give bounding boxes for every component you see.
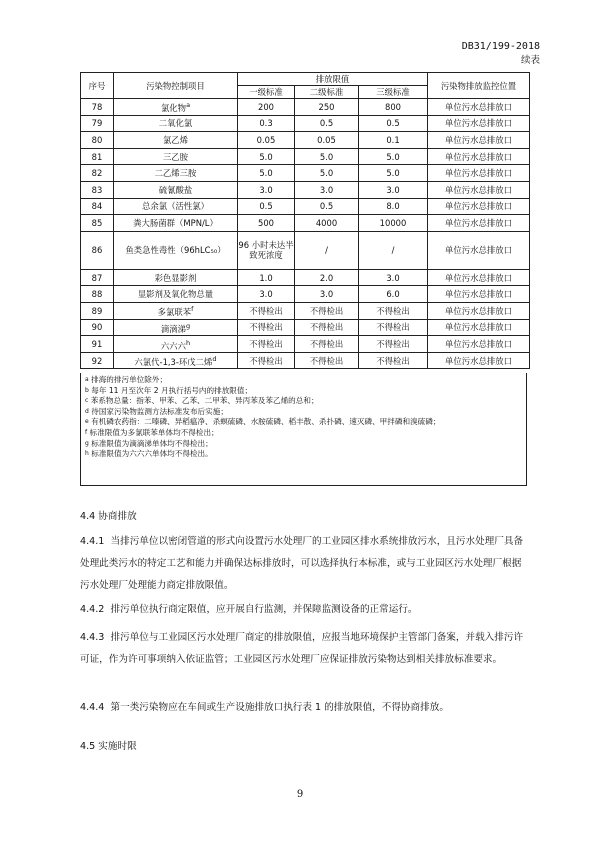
section-4-4-title: 4.4 协商排放 <box>80 511 137 522</box>
cell-item <box>114 231 238 269</box>
cell-no: 78 <box>81 99 114 116</box>
item-name: 总余氯（活性氯） <box>142 201 209 212</box>
header-grade2: 二级标准 <box>295 86 359 99</box>
cell-grade1: 不得检出 <box>238 336 295 353</box>
cell-no: 82 <box>81 165 114 182</box>
cell-grade1: 500 <box>238 215 295 232</box>
cell-location: 单位污水总排放口 <box>428 99 530 116</box>
cell-no: 79 <box>81 115 114 132</box>
cell-grade3: 3.0 <box>359 181 428 198</box>
footnote-mark: d <box>85 407 89 415</box>
footnote-text: 标准限值为滴滴涕单体均不得检出； <box>91 438 213 448</box>
cell-grade3: 不得检出 <box>359 336 428 353</box>
cell-no: 89 <box>81 302 114 319</box>
cell-location: 单位污水总排放口 <box>428 286 530 303</box>
table-row <box>81 165 530 182</box>
cell-item <box>114 115 238 132</box>
cell-grade2: 250 <box>295 99 359 116</box>
table-row <box>81 269 530 286</box>
cell-grade3: 0.5 <box>359 115 428 132</box>
item-name: 鱼类急性毒性（96hLC₅₀） <box>125 245 226 256</box>
cell-grade2: 5.0 <box>295 148 359 165</box>
cell-grade2: 不得检出 <box>295 302 359 319</box>
table-row <box>81 286 530 303</box>
table-row <box>81 336 530 353</box>
cell-item <box>114 132 238 149</box>
cell-item <box>114 215 238 232</box>
cell-location: 单位污水总排放口 <box>428 269 530 286</box>
para-text: 排污单位执行商定限值，应开展自行监测，并保障监测设备的正常运行。 <box>110 604 418 615</box>
footnote-item <box>85 439 522 450</box>
cell-grade2: 3.0 <box>295 181 359 198</box>
cell-grade1: 0.5 <box>238 198 295 215</box>
cell-grade1: 5.0 <box>238 148 295 165</box>
table-row <box>81 99 530 116</box>
table-row <box>81 198 530 215</box>
item-name: 彩色显影剂 <box>154 272 197 283</box>
item-name: 显影剂及氧化物总量 <box>137 289 214 300</box>
item-name: 多氯联苯 <box>157 307 192 318</box>
header-no: 序号 <box>81 73 114 99</box>
cell-location: 单位污水总排放口 <box>428 302 530 319</box>
cell-location: 单位污水总排放口 <box>428 319 530 336</box>
cell-no: 81 <box>81 148 114 165</box>
cell-location: 单位污水总排放口 <box>428 198 530 215</box>
footnote-mark: c <box>85 397 89 405</box>
cell-grade1: 96 小时未达半致死浓度 <box>238 231 295 269</box>
footnote-text: 每年 11 月至次年 2 月执行括号内的排放限值； <box>91 385 253 395</box>
table-row <box>81 115 530 132</box>
cell-grade3: 8.0 <box>359 198 428 215</box>
page-header <box>462 40 540 68</box>
footnote-item <box>85 428 522 439</box>
cell-item <box>114 302 238 319</box>
cell-no: 87 <box>81 269 114 286</box>
cell-no: 91 <box>81 336 114 353</box>
cell-grade1: 不得检出 <box>238 319 295 336</box>
cell-grade2: 0.5 <box>295 198 359 215</box>
header-grade3: 三级标准 <box>359 86 428 99</box>
cell-grade3: 5.0 <box>359 165 428 182</box>
header-limit-group: 排放限值 <box>238 73 428 86</box>
cell-no: 92 <box>81 352 114 369</box>
cell-grade1: 3.0 <box>238 286 295 303</box>
cell-grade2: 0.05 <box>295 132 359 149</box>
footnote-mark: h <box>85 450 89 458</box>
cell-location: 单位污水总排放口 <box>428 132 530 149</box>
cell-grade3: / <box>359 231 428 269</box>
cell-grade3: 3.0 <box>359 269 428 286</box>
table-row <box>81 319 530 336</box>
item-name: 二氧化氯 <box>158 118 193 129</box>
footnote-item <box>85 396 522 407</box>
cell-grade1: 5.0 <box>238 165 295 182</box>
cell-grade2: 不得检出 <box>295 319 359 336</box>
cell-no: 88 <box>81 286 114 303</box>
cell-location: 单位污水总排放口 <box>428 215 530 232</box>
item-footnote-mark: h <box>186 338 191 347</box>
header-grade1: 一级标准 <box>238 86 295 99</box>
cell-grade1: 1.0 <box>238 269 295 286</box>
item-footnote-mark: a <box>186 101 191 110</box>
cell-item <box>114 286 238 303</box>
section-4-5-title: 4.5 实施时限 <box>80 741 137 752</box>
para-number: 4.4.2 <box>80 604 105 615</box>
cell-grade3: 5.0 <box>359 148 428 165</box>
item-footnote-mark: g <box>185 321 191 330</box>
cell-grade2: 0.5 <box>295 115 359 132</box>
paragraph-4-4-3 <box>80 627 526 671</box>
cell-item <box>114 99 238 116</box>
cell-item <box>114 269 238 286</box>
footnote-item <box>85 407 522 418</box>
item-name: 六氯代-1,3-环戊二烯 <box>134 356 213 367</box>
footnote-text: 待国家污染物监测方法标准发布后实施； <box>91 406 228 416</box>
cell-grade1: 不得检出 <box>238 352 295 369</box>
table-row <box>81 215 530 232</box>
paragraph-4-4-1 <box>80 531 526 597</box>
header-location: 污染物排放监控位置 <box>428 73 530 99</box>
cell-grade1: 0.05 <box>238 132 295 149</box>
cell-grade2: 不得检出 <box>295 352 359 369</box>
para-text: 排污单位与工业园区污水处理厂商定的排放限值，应报当地环境保护主管部门备案，并载入排污许可证，作为许可事项纳入依证监管；工业园区污水处理厂应保证排放污染物达到相关排放标准要求。 <box>80 632 524 665</box>
cell-item <box>114 336 238 353</box>
cell-grade2: 不得检出 <box>295 336 359 353</box>
cell-item <box>114 148 238 165</box>
footnote-item <box>85 386 522 397</box>
cell-grade1: 不得检出 <box>238 302 295 319</box>
cell-grade3: 800 <box>359 99 428 116</box>
para-number: 4.4.3 <box>80 632 105 643</box>
footnote-text: 标准限值为多氯联苯单体均不得检出； <box>89 427 219 437</box>
table-row <box>81 352 530 369</box>
cell-grade3: 不得检出 <box>359 352 428 369</box>
footnote-mark: f <box>85 428 88 436</box>
footnote-item <box>85 449 522 460</box>
table-row <box>81 148 530 165</box>
footnote-text: 排海的排污单位除外； <box>91 375 168 384</box>
cell-grade3: 6.0 <box>359 286 428 303</box>
pollutant-limits-table <box>80 72 530 369</box>
cell-location: 单位污水总排放口 <box>428 231 530 269</box>
cell-item <box>114 198 238 215</box>
cell-grade3: 不得检出 <box>359 302 428 319</box>
cell-item <box>114 165 238 182</box>
cell-grade1: 3.0 <box>238 181 295 198</box>
item-footnote-mark: d <box>212 355 217 364</box>
table-row <box>81 132 530 149</box>
footnote-mark: a <box>85 376 89 383</box>
cell-grade2: 2.0 <box>295 269 359 286</box>
table-row <box>81 181 530 198</box>
item-name: 滴滴涕 <box>160 323 186 334</box>
para-text: 第一类污染物应在车间或生产设施排放口执行表 1 的排放限值，不得协商排放。 <box>110 702 449 713</box>
cell-location: 单位污水总排放口 <box>428 165 530 182</box>
para-text: 当排污单位以密闭管道的形式向设置污水处理厂的工业园区排水系统排放污水，且污水处理厂具备处理此类污水的特定工艺和能力并确保达标排放时，可以选择执行本标准，或与工业园区污水处理厂根据污水处理厂处理能力商定排放限值。 <box>80 536 524 591</box>
table-row <box>81 302 530 319</box>
cell-no: 84 <box>81 198 114 215</box>
footnote-text: 标准限值为六六六单体均不得检出。 <box>91 449 213 459</box>
item-name: 六六六 <box>160 340 186 351</box>
item-footnote-mark: f <box>191 305 194 314</box>
item-name: 氯化物 <box>160 103 187 114</box>
cell-grade2: 3.0 <box>295 286 359 303</box>
footnote-text: 苯系物总量：指苯、甲苯、乙苯、二甲苯、异丙苯及苯乙烯的总和； <box>90 396 319 406</box>
cell-item <box>114 319 238 336</box>
cell-grade3: 不得检出 <box>359 319 428 336</box>
item-name: 氯乙烯 <box>162 134 189 145</box>
item-name: 三乙胺 <box>162 151 189 162</box>
para-number: 4.4.4 <box>80 702 105 713</box>
cell-grade2: 4000 <box>295 215 359 232</box>
cell-no: 80 <box>81 132 114 149</box>
continued-label: 续表 <box>520 55 540 66</box>
cell-no: 83 <box>81 181 114 198</box>
footnote-mark: b <box>85 386 89 394</box>
cell-no: 90 <box>81 319 114 336</box>
item-name: 硫氰酸盐 <box>158 184 193 195</box>
cell-location: 单位污水总排放口 <box>428 148 530 165</box>
cell-location: 单位污水总排放口 <box>428 352 530 369</box>
item-name: 粪大肠菌群（MPN/L） <box>133 217 218 228</box>
page-number: 9 <box>296 789 304 800</box>
cell-location: 单位污水总排放口 <box>428 115 530 132</box>
cell-location: 单位污水总排放口 <box>428 336 530 353</box>
header-item: 污染物控制项目 <box>114 73 238 99</box>
footnote-item <box>85 417 522 428</box>
paragraph-4-4-4 <box>80 697 526 719</box>
footnote-mark: e <box>85 418 89 426</box>
cell-grade1: 200 <box>238 99 295 116</box>
paragraph-4-4-2 <box>80 599 526 621</box>
table-row <box>81 231 530 269</box>
cell-item <box>114 352 238 369</box>
standard-code: DB31/199-2018 <box>461 41 540 52</box>
footnote-item <box>85 375 522 386</box>
para-number: 4.4.1 <box>80 536 105 547</box>
cell-grade2: 5.0 <box>295 165 359 182</box>
cell-item <box>114 181 238 198</box>
cell-location: 单位污水总排放口 <box>428 181 530 198</box>
cell-grade3: 0.1 <box>359 132 428 149</box>
cell-grade3: 10000 <box>359 215 428 232</box>
cell-grade1: 0.3 <box>238 115 295 132</box>
table-footnotes <box>80 373 527 486</box>
cell-no: 86 <box>81 231 114 269</box>
footnote-mark: g <box>85 439 89 447</box>
item-name: 二乙烯三胺 <box>154 168 197 179</box>
footnote-text: 有机磷农药指：二嗪磷、异稻瘟净、杀螟硫磷、水胺硫磷、稻丰散、杀扑磷、速灭磷、甲拌磷和溴硫磷； <box>91 417 441 427</box>
cell-no: 85 <box>81 215 114 232</box>
cell-grade2: / <box>295 231 359 269</box>
